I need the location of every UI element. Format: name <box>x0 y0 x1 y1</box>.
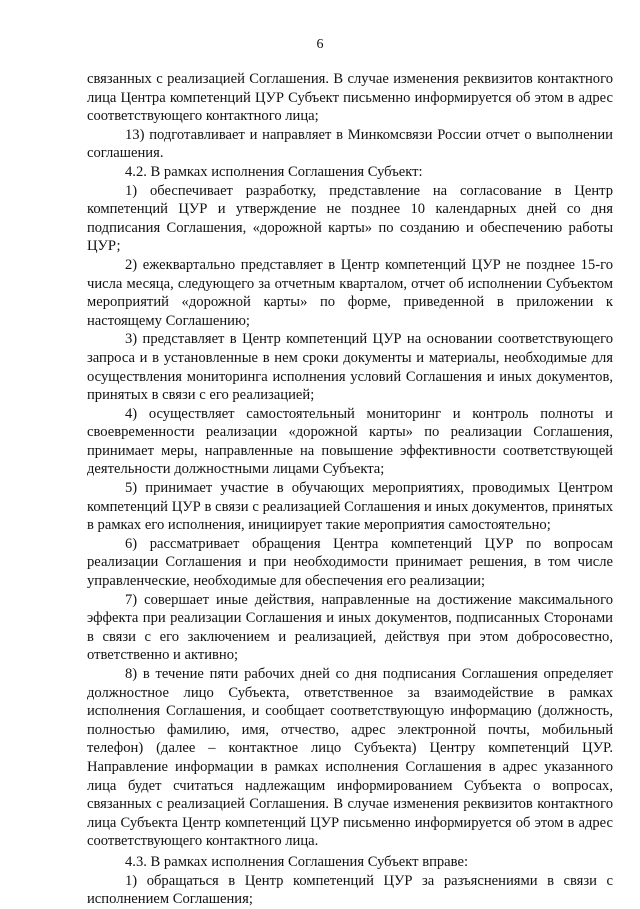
section-heading: 4.2. В рамках исполнения Соглашения Субъект: <box>125 163 423 180</box>
paragraph: 3) представляет в Центр компетенций ЦУР на основании соответствующего запроса и в установленные в нем сроки документы и материалы, необходимые для осуществления мониторинга исполнения условий Соглашения и иных документов, принятых в связи с его реализацией; <box>87 331 613 404</box>
paragraph: 2) ежеквартально представляет в Центр компетенций ЦУР не позднее 15-го числа месяца, следующего за отчетным кварталом, отчет об исполнении Субъектом мероприятий «дорожной карты» по форме, приведенной в приложении к настоящему Соглашению; <box>87 256 613 329</box>
paragraph: 13) подготавливает и направляет в Минкомсвязи России отчет о выполнении соглашения. <box>87 126 613 162</box>
paragraph: 4) осуществляет самостоятельный мониторинг и контроль полноты и своевременности реализации «дорожной карты» по реализации Соглашения, принимает меры, направленные на повышение эффективности соответствующей деятельности должностными лицами Субъекта; <box>87 405 613 478</box>
page-number: 6 <box>316 37 324 52</box>
paragraph: 1) обеспечивает разработку, представление на согласование в Центр компетенций ЦУР и утверждение не позднее 10 календарных дней со дня подписания Соглашения, «дорожной карты» по созданию и обеспечению работы ЦУР; <box>87 182 613 255</box>
paragraph: 5) принимает участие в обучающих мероприятиях, проводимых Центром компетенций ЦУР в связи с реализацией Соглашения и иных документов, принятых в рамках его исполнения, инициирует такие мероприятия самостоятельно; <box>87 480 613 534</box>
paragraph: 1) обращаться в Центр компетенций ЦУР за разъяснениями в связи с исполнением Соглашения; <box>87 872 613 908</box>
paragraph: 6) рассматривает обращения Центра компетенций ЦУР по вопросам реализации Соглашения и при необходимости принимает решения, в том числе управленческие, необходимые для обеспечения его реализации; <box>87 535 613 590</box>
section-heading: 4.3. В рамках исполнения Соглашения Субъект вправе: <box>125 853 469 870</box>
paragraph: 8) в течение пяти рабочих дней со дня подписания Соглашения определяет должностное лицо Субъекта, ответственное за взаимодействие в рамках исполнения Соглашения, и сообщает соответствующую информацию (должность, полностью фамилию, имя, отчество, адрес электронной почты, мобильный телефон) (далее – контактное лицо Субъекта) Центру компетенций ЦУР. Направление информации в рамках исполнения Соглашения в адрес указанного лица будет считаться надлежащим информированием Субъекта о вопросах, связанных с реализацией Соглашения. В случае изменения реквизитов контактного лица Субъекта Центр компетенций ЦУР письменно информируется об этом в адрес соответствующего контактного лица. <box>87 666 613 850</box>
paragraph: 7) совершает иные действия, направленные на достижение максимального эффекта при реализации Соглашения и иных документов, подписанных Сторонами в связи с его заключением и реализацией, действуя при этом добросовестно, ответственно и активно; <box>87 591 613 664</box>
paragraph: связанных с реализацией Соглашения. В случае изменения реквизитов контактного лица Центра компетенций ЦУР Субъект письменно информируется об этом в адрес соответствующего контактного лица; <box>87 71 613 125</box>
body-text <box>87 70 613 909</box>
